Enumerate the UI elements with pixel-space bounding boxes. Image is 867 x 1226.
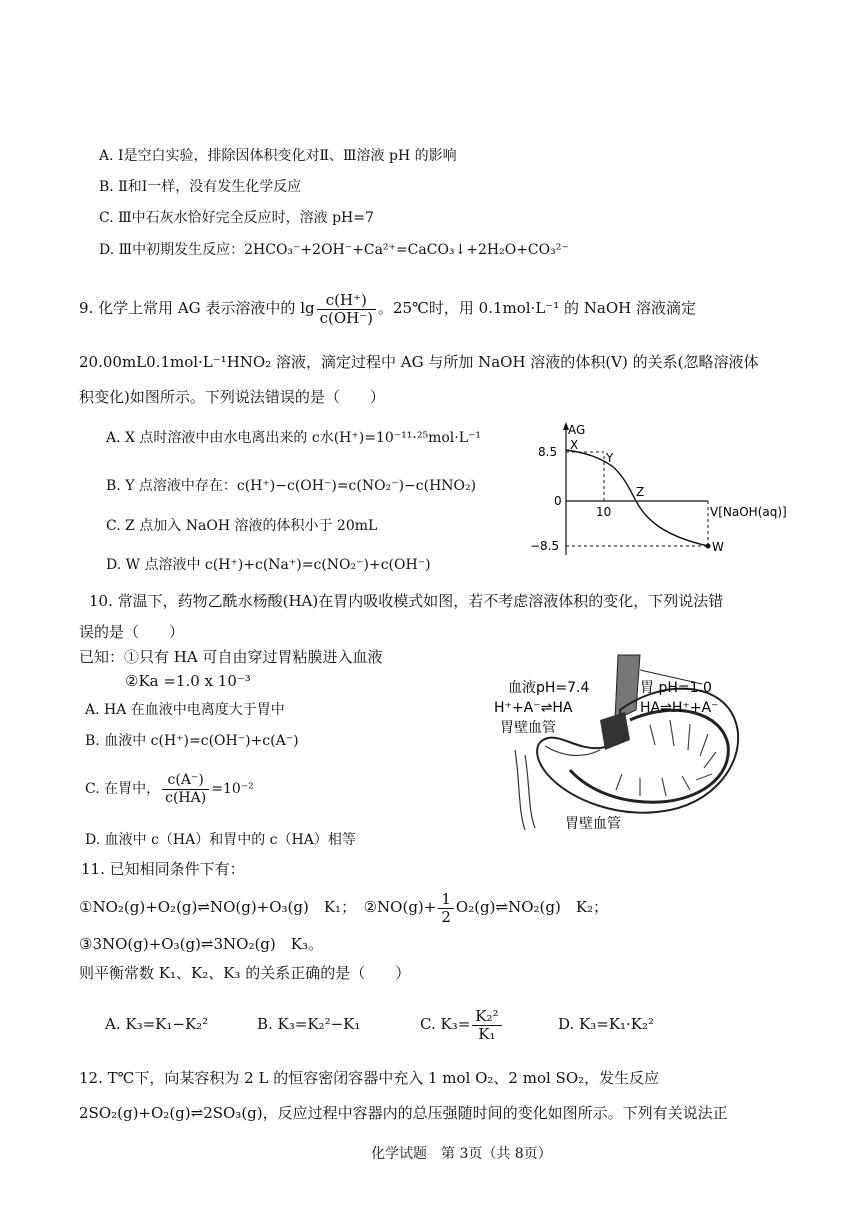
q10-option-c-post: =10⁻²	[211, 781, 254, 797]
q10-stem-line1: 10. 常温下，药物乙酰水杨酸(HA)在胃内吸收模式如图，若不考虑溶液体积的变化，下列说法错	[89, 592, 724, 610]
graph-ytick-bottom: −8.5	[530, 539, 560, 553]
q11-half-fraction	[438, 891, 454, 926]
graph-ytick-zero: 0	[554, 494, 562, 508]
q10-option-d: D. 血液中 c（HA）和胃中的 c（HA）相等	[85, 832, 356, 848]
q11-reaction-3: ③3NO(g)+O₃(g)⇌3NO₂(g) K₃。	[79, 935, 323, 953]
q10-stomach-diagram	[490, 650, 760, 840]
q10-option-c-pre: C. 在胃中，	[85, 781, 161, 797]
graph-point-x: X	[570, 438, 579, 452]
q9-option-c: C. Z 点加入 NaOH 溶液的体积小于 20mL	[106, 518, 378, 534]
q9-stem-line2: 20.00mL0.1mol·L⁻¹HNO₂ 溶液，滴定过程中 AG 与所加 NaOH 溶液的体积(V) 的关系(忽略溶液体	[79, 353, 759, 371]
esophagus-shape	[615, 655, 640, 720]
graph-point-w: W	[712, 540, 724, 554]
q9-option-a: A. X 点时溶液中由水电离出来的 c水(H⁺)=10⁻¹¹·²⁵mol·L⁻¹	[106, 430, 482, 446]
q11-reactions-line1	[79, 885, 608, 929]
q11-option-c-pre: C. K₃=	[420, 1015, 471, 1033]
graph-xtick-10: 10	[596, 505, 612, 519]
q10-known-2: ②Ka =1.0 x 10⁻³	[125, 672, 251, 690]
q11-reaction-2a: ②NO(g)+	[363, 898, 437, 916]
q10-option-a: A. HA 在血液中电离度大于胃中	[85, 702, 285, 718]
q11-option-b: B. K₃=K₂²−K₁	[257, 1015, 361, 1033]
q12-line1: 12. T℃下，向某容积为 2 L 的恒容密闭容器中充入 1 mol O₂、2 mol SO₂，发生反应	[79, 1069, 660, 1087]
vessel-label-bottom: 胃壁血管	[565, 816, 621, 832]
q10-option-c-fraction	[162, 772, 209, 807]
q9-frac-num: c(H⁺)	[317, 292, 376, 310]
q12-line2: 2SO₂(g)+O₂(g)⇌2SO₃(g)，反应过程中容器内的总压强随时间的变化如图所示。下列有关说法正	[79, 1104, 728, 1122]
q11-option-d: D. K₃=K₁·K₂²	[558, 1015, 655, 1033]
q8-option-d: D. Ⅲ中初期发生反应：2HCO₃⁻+2OH⁻+Ca²⁺=CaCO₃↓+2H₂O+CO₃²⁻	[99, 242, 569, 258]
graph-xlabel: V[NaOH(aq)]	[710, 505, 787, 519]
blood-equilibrium: H⁺+A⁻⇌HA	[494, 700, 573, 716]
q11-question: 则平衡常数 K₁、K₂、K₃ 的关系正确的是（ ）	[79, 964, 411, 982]
page-footer: 化学试题 第 3页（共 8页）	[371, 1146, 552, 1162]
q10-option-b: B. 血液中 c(H⁺)=c(OH⁻)+c(A⁻)	[85, 733, 299, 749]
gastric-mucosa-block	[600, 712, 630, 750]
q11-half-den: 2	[441, 907, 451, 926]
q11-reaction-2b: O₂(g)⇌NO₂(g) K₂；	[455, 898, 609, 916]
stomach-vessel-outer	[570, 710, 728, 802]
q11-c-den: K₁	[478, 1024, 496, 1043]
stomach-equilibrium: HA⇌H⁺+A⁻	[640, 700, 719, 716]
q9-stem-line1	[79, 284, 696, 332]
graph-ytick-top: 8.5	[538, 445, 558, 459]
q9-stem-part1: 9. 化学上常用 AG 表示溶液中的 lg	[79, 299, 315, 317]
q10-stem-line2: 误的是（ ）	[79, 623, 185, 641]
graph-point-z: Z	[636, 485, 645, 499]
q11-c-num: K₂²	[472, 1008, 501, 1026]
graph-ylabel: AG	[568, 423, 586, 437]
blood-ph-label: 血液pH=7.4	[508, 680, 590, 696]
q9-ag-graph	[528, 420, 798, 560]
stomach-vessel-branches	[616, 720, 716, 796]
graph-point-y: Y	[606, 451, 614, 465]
q10-c-num: c(A⁻)	[162, 772, 209, 790]
vessel-label-top: 胃壁血管	[500, 720, 556, 736]
q8-option-a: A. Ⅰ是空白实验，排除因体积变化对Ⅱ、Ⅲ溶液 pH 的影响	[99, 148, 457, 164]
q8-option-b: B. Ⅱ和Ⅰ一样，没有发生化学反应	[99, 179, 302, 195]
q11-option-c-fraction	[472, 1008, 501, 1043]
q11-half-num: 1	[438, 891, 454, 909]
q11-reaction-1: ①NO₂(g)+O₂(g)⇌NO(g)+O₃(g) K₁；	[79, 898, 349, 916]
q9-frac-den: c(OH⁻)	[319, 308, 374, 327]
q11-option-a: A. K₃=K₁−K₂²	[105, 1015, 209, 1033]
q11-option-c	[420, 1004, 504, 1044]
q9-stem-part2: 。25℃时，用 0.1mol·L⁻¹ 的 NaOH 溶液滴定	[378, 299, 696, 317]
q9-stem-line3: 积变化)如图所示。下列说法错误的是（ ）	[79, 388, 385, 406]
q10-option-c	[85, 766, 254, 812]
q9-option-d: D. W 点溶液中 c(H⁺)+c(Na⁺)=c(NO₂⁻)+c(OH⁻)	[106, 557, 431, 573]
q10-known-1: 已知：①只有 HA 可自由穿过胃粘膜进入血液	[79, 648, 383, 666]
stomach-ph-label: 胃 pH=1.0	[640, 680, 712, 696]
q11-stem: 11. 已知相同条件下有：	[81, 860, 245, 878]
q8-option-c: C. Ⅲ中石灰水恰好完全反应时，溶液 pH=7	[99, 210, 374, 226]
q9-option-b: B. Y 点溶液中存在：c(H⁺)−c(OH⁻)=c(NO₂⁻)−c(HNO₂)	[106, 478, 477, 494]
q9-ag-fraction	[317, 292, 376, 327]
q10-c-den: c(HA)	[165, 789, 207, 806]
graph-w-point	[706, 544, 711, 549]
